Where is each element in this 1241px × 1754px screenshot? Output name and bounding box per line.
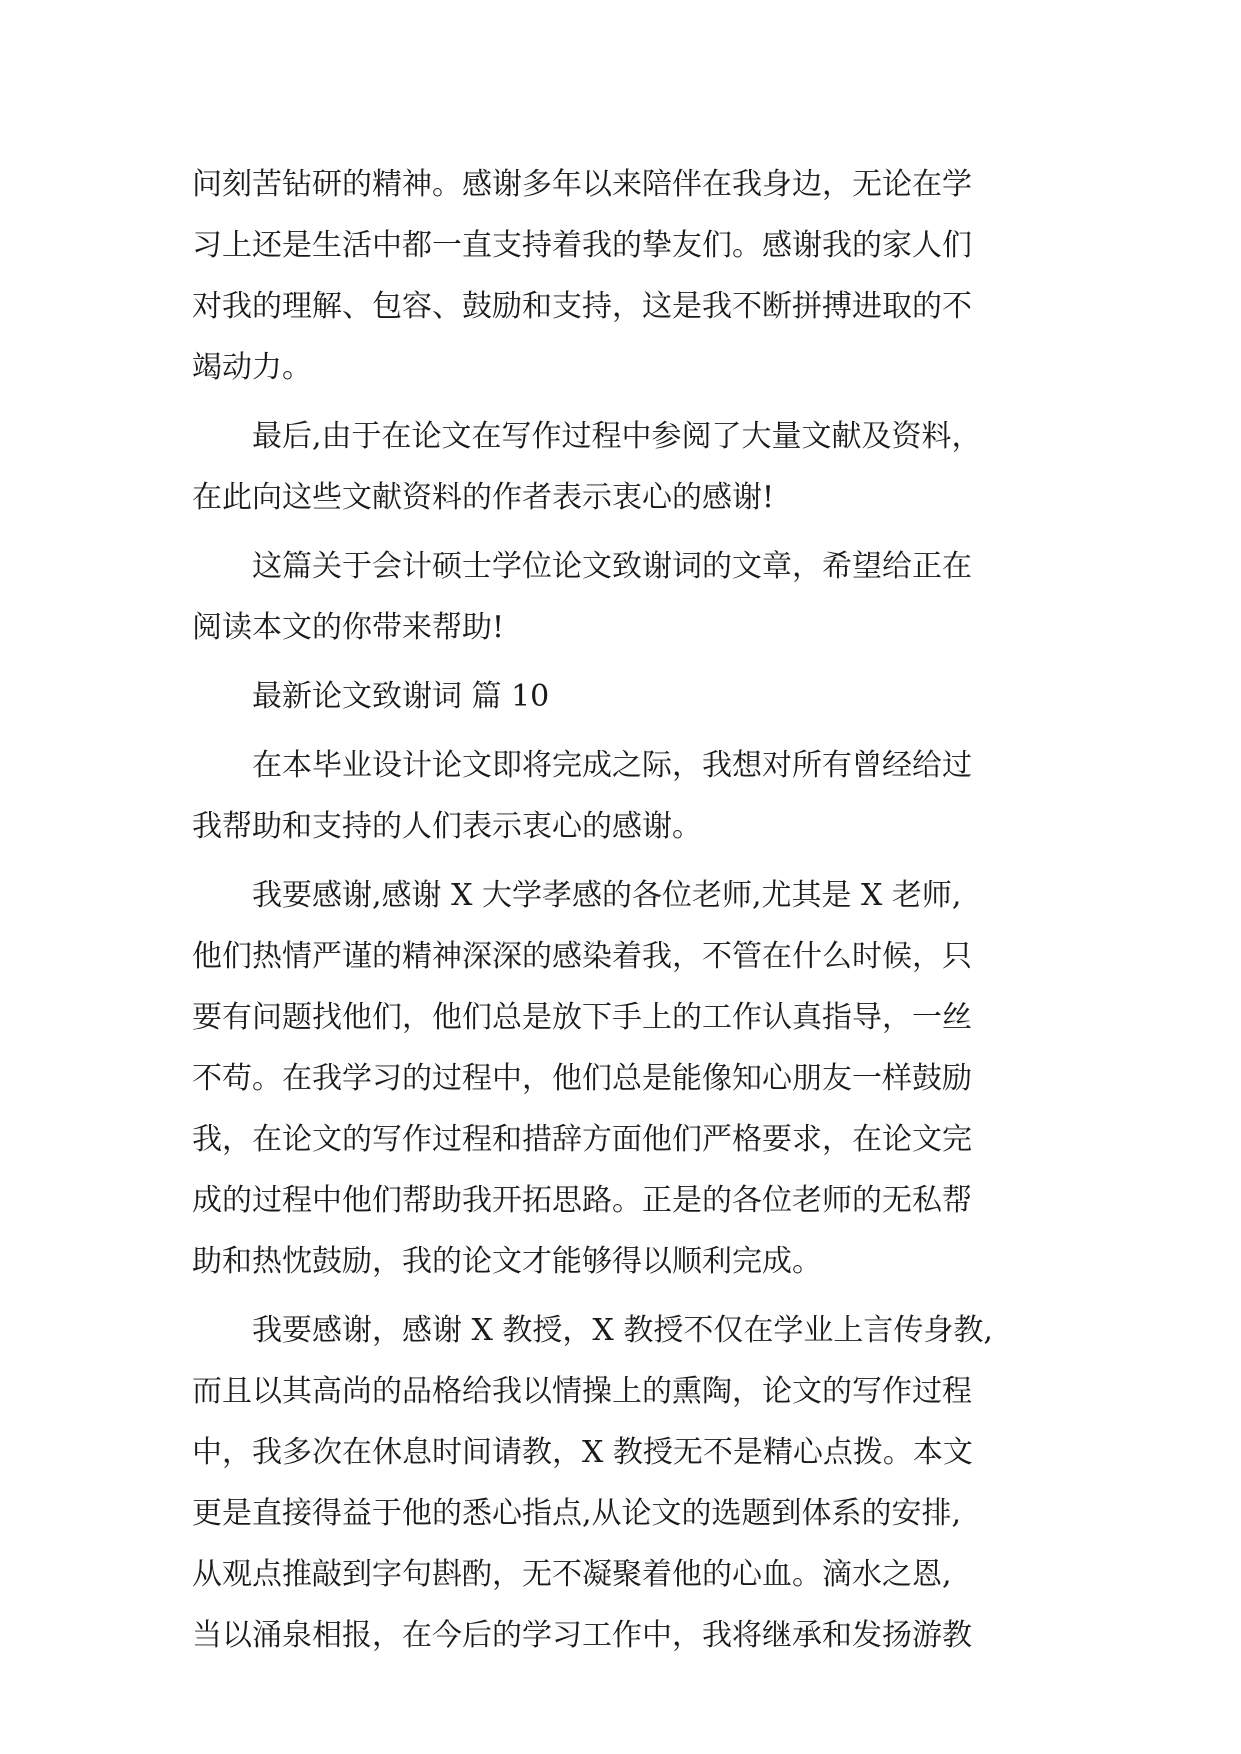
text-line: 在本毕业设计论文即将完成之际，我想对所有曾经给过 (252, 748, 972, 783)
text-line: 成的过程中他们帮助我开拓思路。正是的各位老师的无私帮 (192, 1183, 972, 1218)
text-line: 竭动力。 (192, 350, 312, 385)
text-line: 在此向这些文献资料的作者表示衷心的感谢! (192, 480, 775, 515)
paragraph-professor-thanks (192, 1300, 1057, 1666)
paragraph-literature-thanks (192, 406, 1057, 528)
text-line: 这篇关于会计硕士学位论文致谢词的文章，希望给正在 (252, 549, 972, 584)
text-line: 当以涌泉相报，在今后的学习工作中，我将继承和发扬游教 (192, 1618, 972, 1653)
text-line: 助和热忱鼓励，我的论文才能够得以顺利完成。 (192, 1244, 822, 1279)
section-title: 最新论文致谢词 篇 10 (252, 679, 550, 714)
text-line: 阅读本文的你带来帮助! (192, 610, 505, 645)
text-line: 要有问题找他们，他们总是放下手上的工作认真指导，一丝 (192, 1000, 972, 1035)
text-line: 问刻苦钻研的精神。感谢多年以来陪伴在我身边，无论在学 (192, 167, 972, 202)
text-line: 我，在论文的写作过程和措辞方面他们严格要求，在论文完 (192, 1122, 972, 1157)
document-body (192, 154, 1057, 1674)
text-line: 习上还是生活中都一直支持着我的挚友们。感谢我的家人们 (192, 228, 972, 263)
text-line: 我要感谢，感谢 X 教授，X 教授不仅在学业上言传身教, (252, 1313, 993, 1348)
text-line: 而且以其高尚的品格给我以情操上的熏陶，论文的写作过程 (192, 1374, 972, 1409)
section-heading (192, 666, 1057, 727)
paragraph-intro-thanks (192, 735, 1057, 857)
text-line: 中，我多次在休息时间请教，X 教授无不是精心点拨。本文 (192, 1435, 973, 1470)
text-line: 对我的理解、包容、鼓励和支持，这是我不断拼搏进取的不 (192, 289, 972, 324)
paragraph-article-note (192, 536, 1057, 658)
text-line: 我要感谢,感谢 X 大学孝感的各位老师,尤其是 X 老师, (252, 878, 962, 913)
paragraph-acknowledgement-friends-family (192, 154, 1057, 398)
text-line: 最后,由于在论文在写作过程中参阅了大量文献及资料， (252, 419, 982, 454)
text-line: 不苟。在我学习的过程中，他们总是能像知心朋友一样鼓励 (192, 1061, 972, 1096)
text-line: 我帮助和支持的人们表示衷心的感谢。 (192, 809, 702, 844)
paragraph-teachers-thanks (192, 865, 1057, 1292)
text-line: 更是直接得益于他的悉心指点,从论文的选题到体系的安排, (192, 1496, 962, 1531)
text-line: 他们热情严谨的精神深深的感染着我，不管在什么时候，只 (192, 939, 972, 974)
text-line: 从观点推敲到字句斟酌，无不凝聚着他的心血。滴水之恩, (192, 1557, 952, 1592)
